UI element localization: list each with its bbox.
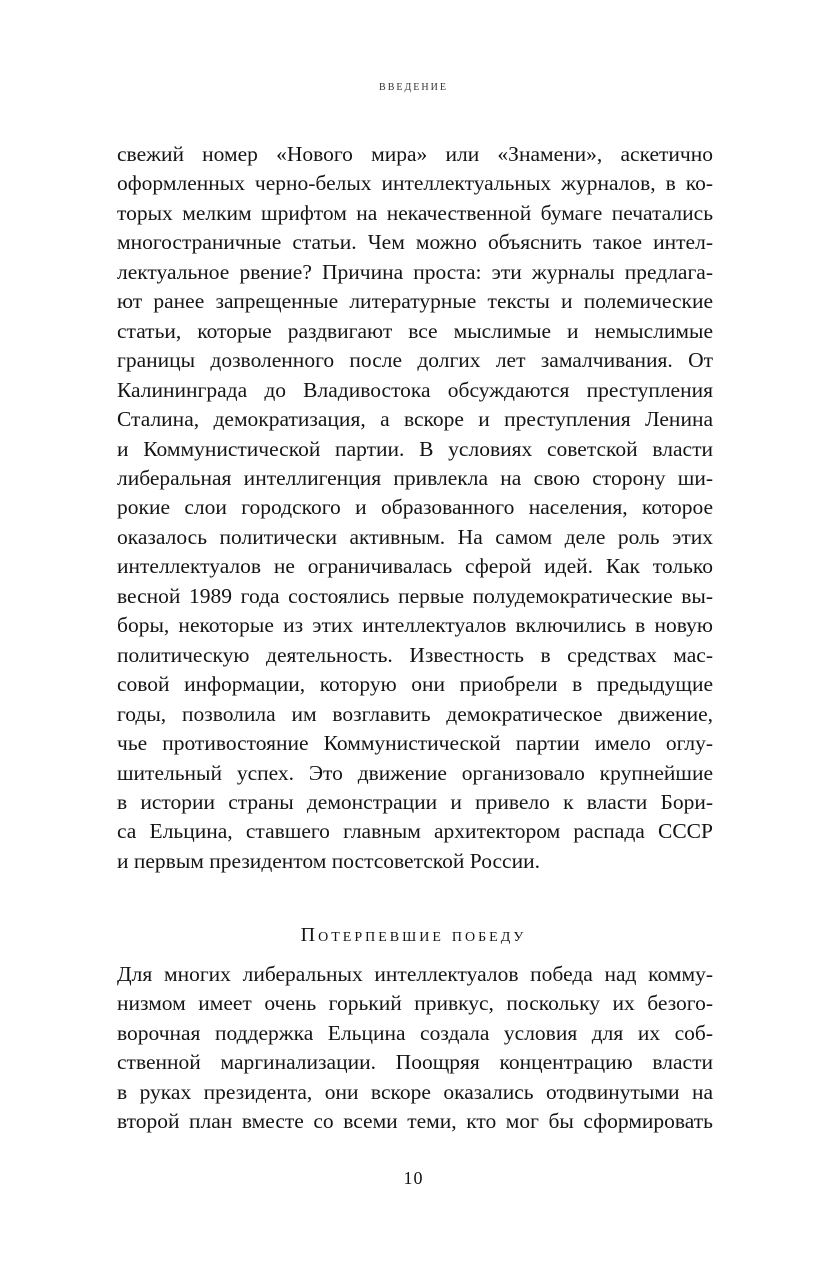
text-line: Для многих либеральных интеллектуалов победа над комму- [117, 962, 713, 986]
text-line: са Ельцина, ставшего главным архитектором распада СССР [117, 819, 713, 844]
text-line: весной 1989 года состоялись первые полудемократические вы- [117, 583, 713, 608]
running-head: ВВЕДЕНИЕ [379, 82, 448, 93]
text-line: Сталина, демократизация, а вскоре и преступления Ленина [117, 407, 713, 432]
text-line: в истории страны демонстрации и привело к власти Бори- [117, 789, 713, 814]
text-line: второй план вместе со всеми теми, кто мог бы сформировать [117, 1109, 713, 1134]
text-line: интеллектуалов не ограничивалась сферой идей. Как только [117, 554, 713, 579]
body-paragraph-1 [117, 140, 713, 876]
text-line: низмом имеет очень горький привкус, поскольку их безого- [117, 991, 713, 1016]
text-line: ют ранее запрещенные литературные тексты и полемические [117, 289, 713, 314]
text-line: лектуальное рвение? Причина проста: эти журналы предлага- [117, 259, 713, 284]
text-line: чье противостояние Коммунистической партии имело оглу- [117, 731, 713, 756]
text-line: многостраничные статьи. Чем можно объяснить такое интел- [117, 230, 713, 255]
text-line: годы, позволила им возглавить демократическое движение, [117, 701, 713, 726]
text-line: совой информации, которую они приобрели в предыдущие [117, 672, 713, 697]
text-line: статьи, которые раздвигают все мыслимые и немыслимые [117, 318, 713, 343]
section-heading: Потерпевшие победу [300, 924, 527, 946]
text-line: в руках президента, они вскоре оказались отодвинутыми на [117, 1079, 713, 1104]
text-line: торых мелким шрифтом на некачественной бумаге печатались [117, 200, 713, 225]
page-number: 10 [403, 1168, 424, 1188]
text-line: Калининграда до Владивостока обсуждаются преступления [117, 377, 713, 402]
text-line: и Коммунистической партии. В условиях советской власти [117, 436, 713, 461]
text-line: границы дозволенного после долгих лет замалчивания. От [117, 348, 713, 373]
body-paragraph-2 [117, 960, 713, 1137]
text-line: рокие слои городского и образованного населения, которое [117, 495, 713, 520]
text-line: и первым президентом постсоветской России. [117, 848, 540, 873]
text-line: свежий номер «Нового мира» или «Знамени», аскетично [117, 142, 713, 166]
text-line: либеральная интеллигенция привлекла на свою сторону ши- [117, 465, 713, 490]
text-line: ворочная поддержка Ельцина создала условия для их соб- [117, 1020, 713, 1045]
text-line: ственной маргинализации. Поощряя концентрацию власти [117, 1050, 713, 1075]
text-line: шительный успех. Это движение организовало крупнейшие [117, 760, 713, 785]
text-line: оказалось политически активным. На самом деле роль этих [117, 524, 713, 549]
text-line: боры, некоторые из этих интеллектуалов включились в новую [117, 613, 713, 638]
text-line: политическую деятельность. Известность в средствах мас- [117, 642, 713, 667]
text-line: оформленных черно-белых интеллектуальных журналов, в ко- [117, 171, 713, 196]
